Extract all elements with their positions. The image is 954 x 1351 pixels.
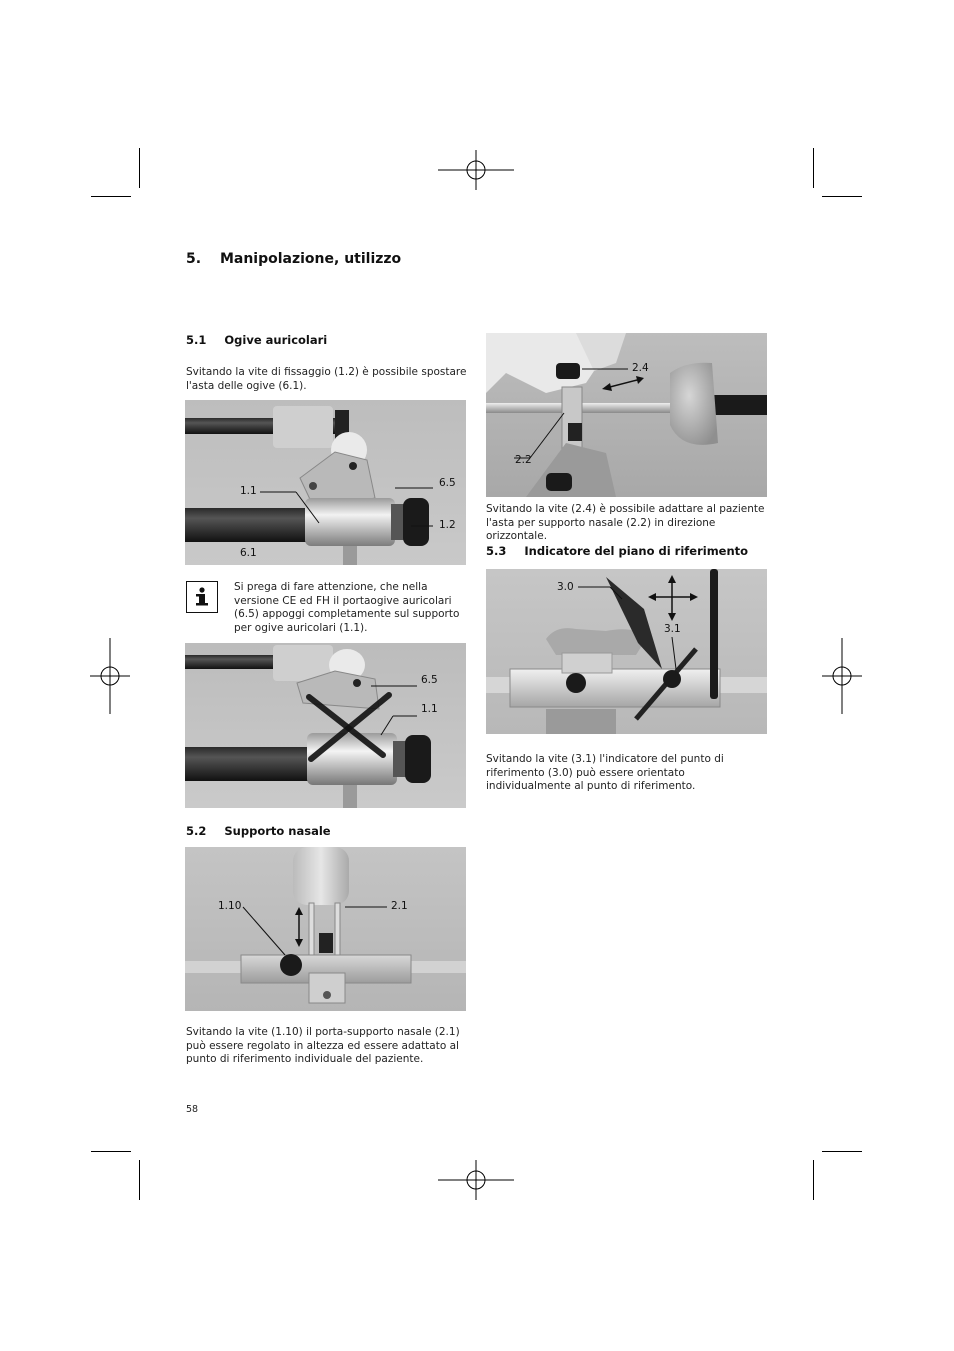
registration-mark-left	[90, 636, 130, 716]
photo-nose-support-height	[185, 847, 466, 1011]
label-1-2: 1.2	[439, 519, 456, 531]
label-3-1: 3.1	[664, 623, 681, 635]
label-2-2: 2.2	[515, 454, 532, 466]
registration-mark-top	[436, 150, 516, 190]
label-2-4: 2.4	[632, 362, 649, 374]
label-6-5: 6.5	[439, 477, 456, 489]
photo-ear-piece-wrong	[185, 643, 466, 808]
paragraph-5-3: Svitando la vite (3.1) l'indicatore del punto di riferimento (3.0) può essere orientato individualmente al punto di riferimento.	[486, 753, 724, 792]
paragraph-5-1: Svitando la vite di fissaggio (1.2) è possibile spostare l'asta delle ogive (6.1).	[186, 366, 467, 392]
label-1-10: 1.10	[218, 900, 242, 912]
label-2-1: 2.1	[391, 900, 408, 912]
photo-nose-support-horizontal	[486, 333, 767, 497]
section-number: 5.	[186, 251, 202, 267]
subsection-5-3-heading: 5.3 Indicatore del piano di riferimento	[486, 544, 749, 558]
info-icon	[186, 581, 218, 613]
subsection-5-1-heading: 5.1 Ogive auricolari	[186, 333, 328, 347]
registration-mark-right	[822, 636, 862, 716]
photo-ear-piece	[185, 400, 466, 565]
label-1-1: 1.1	[240, 485, 257, 497]
section-heading	[186, 251, 401, 267]
label-6-1: 6.1	[240, 547, 257, 559]
label-1-1: 1.1	[421, 703, 438, 715]
photo-reference-indicator	[486, 569, 767, 734]
label-3-0: 3.0	[557, 581, 574, 593]
paragraph-5-2: Svitando la vite (1.10) il porta-supporto nasale (2.1) può essere regolato in altezza ed essere adattato al punto di riferimento individuale del paziente.	[186, 1026, 460, 1065]
subsection-5-2-heading: 5.2 Supporto nasale	[186, 824, 331, 838]
section-title: Manipolazione, utilizzo	[219, 251, 402, 267]
registration-mark-bottom	[436, 1160, 516, 1200]
paragraph-nose-horizontal: Svitando la vite (2.4) è possibile adattare al paziente l'asta per supporto nasale (2.2) in direzione orizzontale.	[486, 503, 765, 542]
label-6-5: 6.5	[421, 674, 438, 686]
page-number: 58	[186, 1104, 199, 1115]
info-note: Si prega di fare attenzione, che nella versione CE ed FH il portaogive auricolari (6.5) appoggi completamente sul supporto per ogive auricolari (1.1).	[234, 581, 460, 634]
